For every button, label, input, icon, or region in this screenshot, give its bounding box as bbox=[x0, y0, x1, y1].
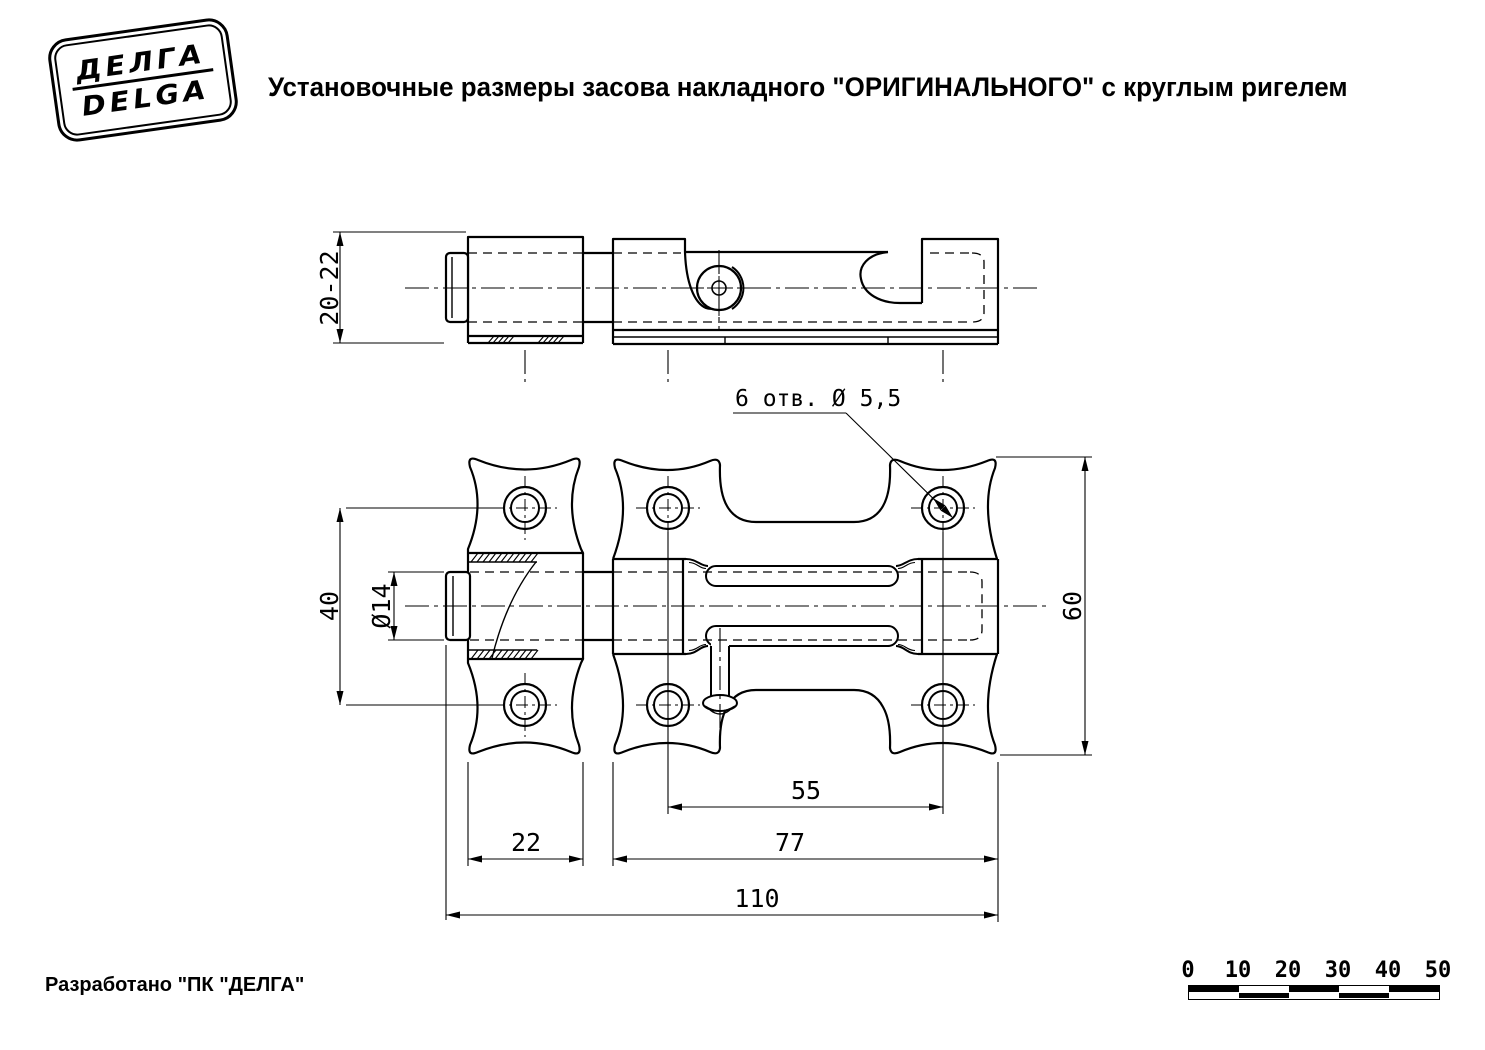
latch-body-top-view bbox=[583, 239, 998, 344]
dim-bolt-diameter: Ø14 bbox=[367, 583, 396, 629]
lower-slot bbox=[706, 626, 898, 646]
logo-text-latin: DELGA bbox=[79, 73, 212, 123]
drawing-title: Установочные размеры засова накладного "ОРИГИНАЛЬНОГО" с круглым ригелем bbox=[268, 72, 1348, 102]
ruler-label: 10 bbox=[1224, 958, 1252, 983]
dim-keeper-width: 22 bbox=[510, 828, 542, 857]
scale-ruler bbox=[1181, 958, 1452, 1004]
ruler-row-bottom bbox=[1189, 992, 1439, 998]
ruler-label: 40 bbox=[1374, 958, 1402, 983]
dim-total-length: 110 bbox=[734, 884, 780, 913]
top-view bbox=[405, 237, 1040, 382]
dim-hole-spacing-horizontal: 55 bbox=[790, 776, 822, 805]
logo-text-cyrillic: ДЕЛГА bbox=[73, 37, 208, 87]
scale-ruler-labels bbox=[1181, 958, 1452, 983]
ruler-label: 50 bbox=[1424, 958, 1452, 983]
keeper-surface-curve bbox=[492, 562, 536, 658]
ruler-label: 20 bbox=[1274, 958, 1302, 983]
developed-by-note: Разработано "ПК "ДЕЛГА" bbox=[45, 974, 305, 996]
scale-ruler-bar bbox=[1188, 985, 1440, 1000]
slot-s-notch bbox=[860, 252, 922, 303]
ruler-label: 30 bbox=[1324, 958, 1352, 983]
dim-plate-height: 60 bbox=[1058, 590, 1087, 622]
ruler-label: 0 bbox=[1181, 958, 1195, 983]
dimension-annotations bbox=[315, 232, 1092, 922]
holes-note: 6 отв. Ø 5,5 bbox=[735, 386, 902, 412]
dim-hole-spacing-vertical: 40 bbox=[315, 590, 344, 622]
upper-slot bbox=[706, 566, 898, 586]
delga-logo-frame bbox=[52, 23, 233, 138]
front-view bbox=[405, 260, 1048, 753]
dim-plate-width: 77 bbox=[774, 828, 806, 857]
dim-height-range: 20-22 bbox=[315, 250, 344, 326]
